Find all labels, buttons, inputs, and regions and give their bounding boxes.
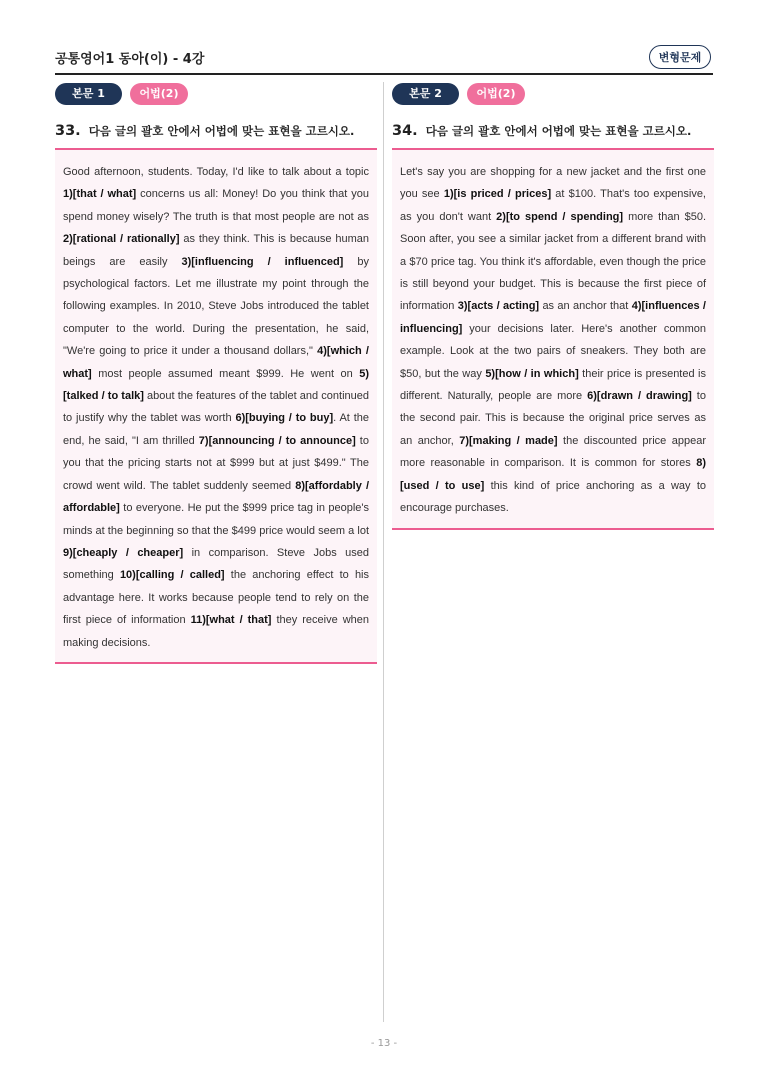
- answer-choice: 2)[to spend / spending]: [496, 210, 624, 223]
- passage-segment: in comparison. Steve Jobs used something: [63, 546, 369, 582]
- passage-segment: to everyone. He put the $999 price tag in people's minds at the beginning so that the $499 price would seem a lot: [63, 502, 369, 537]
- answer-choice: 6)[drawn / drawing]: [587, 390, 692, 403]
- answer-choice: 7)[announcing / to announce]: [198, 434, 356, 447]
- variant-question-badge: 변형문제: [649, 45, 711, 69]
- passage-segment: to the second pair. This is because the original price serves as an anchor,: [400, 390, 706, 447]
- answer-choice: 9)[cheaply / cheaper]: [63, 546, 184, 559]
- passage-segment: at $100. That's too expensive, as you don't want: [400, 188, 706, 223]
- answer-choice: 11)[what / that]: [190, 614, 272, 627]
- answer-choice: 1)[is priced / prices]: [443, 188, 552, 201]
- right-question-number: 34.: [392, 123, 418, 139]
- passage-segment: to you that the pricing starts not at $999 but at just $499." The crowd went wild. The tablet suddenly seemed: [63, 434, 369, 492]
- answer-choice: 1)[that / what]: [63, 188, 137, 201]
- passage-segment: they receive when making decisions.: [63, 614, 369, 649]
- passage-segment: most people assumed meant $999. He went on: [91, 367, 360, 380]
- answer-choice: 3)[acts / acting]: [457, 300, 540, 313]
- right-question-text: 다음 글의 괄호 안에서 어법에 맞는 표현을 고르시오.: [425, 124, 692, 138]
- right-passage-box: [392, 148, 714, 530]
- right-tab-label: 본문 2: [392, 83, 459, 105]
- left-question-number: 33.: [55, 123, 81, 139]
- right-question-heading: [392, 123, 691, 139]
- left-tab-label: 본문 1: [55, 83, 122, 105]
- right-passage-text: [400, 161, 706, 520]
- answer-choice: 6)[buying / to buy]: [235, 412, 334, 425]
- left-question-heading: [55, 123, 354, 139]
- passage-segment: concerns us all: Money! Do you think that you spend money wisely? The truth is that most people are not as: [63, 188, 370, 223]
- answer-choice: 8)[affordably / affordable]: [63, 479, 370, 515]
- passage-segment: Good afternoon, students. Today, I'd like to talk about a topic: [63, 166, 369, 178]
- answer-choice: 5)[how / in which]: [485, 367, 579, 380]
- passage-segment: . At the end, he said, "I am thrilled: [63, 412, 369, 447]
- right-category-label: 어법(2): [467, 83, 525, 105]
- passage-segment: this kind of price anchoring as a way to encourage purchases.: [400, 479, 707, 515]
- passage-segment: their price is presented is different. Naturally, people are more: [400, 367, 706, 403]
- passage-segment: about the features of the tablet and continued to justify why the tablet was worth: [63, 390, 369, 425]
- answer-choice: 3)[influencing / influenced]: [181, 255, 344, 268]
- left-question-text: 다음 글의 괄호 안에서 어법에 맞는 표현을 고르시오.: [88, 124, 355, 138]
- passage-segment: the anchoring effect to his advantage here. It works because people tend to rely on the first piece of information: [63, 569, 370, 627]
- answer-choice: 4)[influences / influencing]: [400, 300, 706, 335]
- answer-choice: 5)[talked / to talk]: [63, 367, 369, 403]
- worksheet-title: 공통영어1 동아(이) - 4강: [55, 52, 205, 67]
- passage-segment: by psychological factors. Let me illustrate my point through the following examples. In 2010, Steve Jobs introduced the tablet computer to the world. During the presentation, he said, "We're going to price it under a thousand dollars,": [63, 255, 369, 358]
- answer-choice: 4)[which / what]: [63, 345, 369, 380]
- left-passage-text: [63, 161, 369, 654]
- passage-segment: as they think. This is because human beings are easily: [63, 233, 369, 268]
- answer-choice: 2)[rational / rationally]: [63, 233, 180, 246]
- passage-segment: your decisions later. Here's another common example. Look at the two pairs of sneakers. They both are $50, but the way: [400, 322, 706, 380]
- passage-segment: Let's say you are shopping for a new jacket and the first one you see: [400, 166, 706, 201]
- page-number: - 13 -: [370, 1038, 398, 1049]
- answer-choice: 10)[calling / called]: [119, 569, 225, 582]
- passage-segment: as an anchor that: [539, 300, 632, 313]
- passage-segment: the discounted price appear more reasonable in comparison. It is common for stores: [400, 434, 706, 470]
- answer-choice: 8)[used / to use]: [400, 457, 706, 492]
- column-divider: [383, 82, 384, 1022]
- left-passage-box: [55, 148, 377, 664]
- left-category-label: 어법(2): [130, 83, 188, 105]
- answer-choice: 7)[making / made]: [459, 434, 558, 447]
- header-rule: [55, 73, 713, 75]
- passage-segment: more than $50. Soon after, you see a similar jacket from a different brand with a $70 price tag. You think it's affordable, even though the price is still beyond your budget. This is because the first piece of information: [400, 210, 706, 313]
